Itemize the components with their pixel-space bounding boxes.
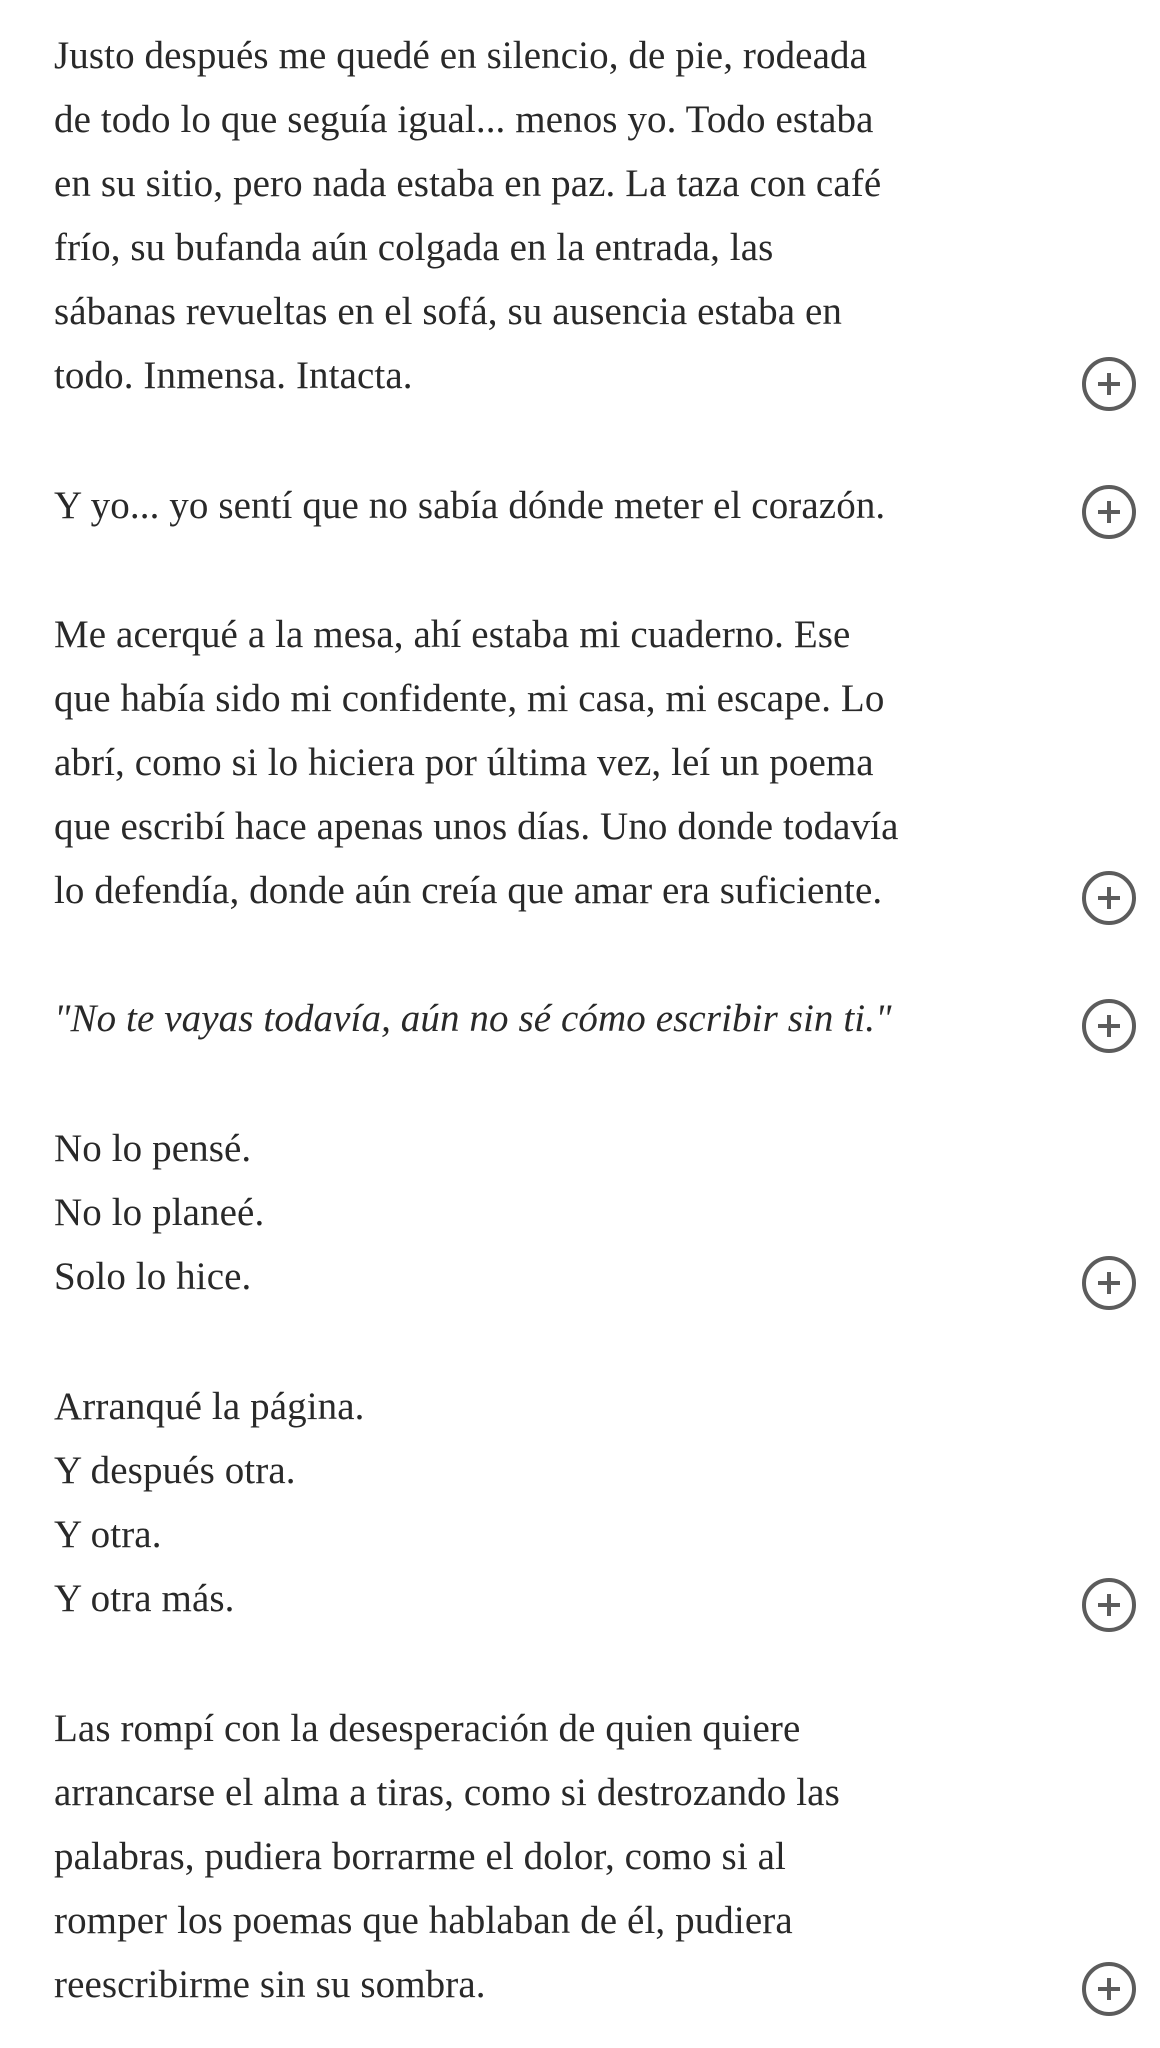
paragraph-line: Solo lo hice. bbox=[54, 1255, 252, 1298]
add-response-button[interactable] bbox=[1082, 871, 1136, 925]
plus-circle-icon bbox=[1086, 1260, 1132, 1306]
paragraph-3 bbox=[54, 603, 1094, 923]
paragraph-line: que había sido mi confidente, mi casa, mi escape. Lo bbox=[54, 677, 885, 720]
quote-paragraph bbox=[54, 987, 1094, 1051]
add-response-button[interactable] bbox=[1082, 357, 1136, 411]
paragraph-2 bbox=[54, 474, 1094, 538]
paragraph-line: Y yo... yo sentí que no sabía dónde meter el corazón. bbox=[54, 484, 886, 527]
paragraph-line: romper los poemas que hablaban de él, pudiera bbox=[54, 1899, 793, 1942]
add-response-button[interactable] bbox=[1082, 485, 1136, 539]
plus-circle-icon bbox=[1086, 361, 1132, 407]
add-response-button[interactable] bbox=[1082, 999, 1136, 1053]
paragraph-line: No lo planeé. bbox=[54, 1191, 265, 1234]
paragraph-line: palabras, pudiera borrarme el dolor, como si al bbox=[54, 1835, 786, 1878]
plus-circle-icon bbox=[1086, 1003, 1132, 1049]
paragraph-line: todo. Inmensa. Intacta. bbox=[54, 354, 413, 397]
paragraph-line: Y otra más. bbox=[54, 1577, 235, 1620]
paragraph-line: sábanas revueltas en el sofá, su ausencia estaba en bbox=[54, 290, 843, 333]
paragraph-7 bbox=[54, 1697, 1094, 2017]
plus-circle-icon bbox=[1086, 489, 1132, 535]
paragraph-line: Justo después me quedé en silencio, de pie, rodeada bbox=[54, 34, 868, 77]
paragraph-line: arrancarse el alma a tiras, como si destrozando las bbox=[54, 1771, 840, 1814]
paragraph-line: frío, su bufanda aún colgada en la entrada, las bbox=[54, 226, 774, 269]
paragraph-line: Me acerqué a la mesa, ahí estaba mi cuaderno. Ese bbox=[54, 613, 851, 656]
paragraph-line: en su sitio, pero nada estaba en paz. La taza con café bbox=[54, 162, 882, 205]
paragraph-line: "No te vayas todavía, aún no sé cómo escribir sin ti." bbox=[54, 997, 892, 1040]
plus-circle-icon bbox=[1086, 875, 1132, 921]
add-response-button[interactable] bbox=[1082, 1578, 1136, 1632]
paragraph-line: Y otra. bbox=[54, 1513, 162, 1556]
plus-circle-icon bbox=[1086, 1966, 1132, 2012]
paragraph-line: lo defendía, donde aún creía que amar era suficiente. bbox=[54, 869, 883, 912]
paragraph-line: de todo lo que seguía igual... menos yo. Todo estaba bbox=[54, 98, 874, 141]
paragraph-line: No lo pensé. bbox=[54, 1127, 252, 1170]
paragraph-line: Arranqué la página. bbox=[54, 1385, 365, 1428]
plus-circle-icon bbox=[1086, 1582, 1132, 1628]
paragraph-line: abrí, como si lo hiciera por última vez, leí un poema bbox=[54, 741, 874, 784]
paragraph-1 bbox=[54, 24, 1094, 408]
add-response-button[interactable] bbox=[1082, 1256, 1136, 1310]
add-response-button[interactable] bbox=[1082, 1962, 1136, 2016]
paragraph-5 bbox=[54, 1117, 1094, 1309]
paragraph-6 bbox=[54, 1375, 1094, 1631]
paragraph-line: Las rompí con la desesperación de quien quiere bbox=[54, 1707, 801, 1750]
paragraph-line: Y después otra. bbox=[54, 1449, 296, 1492]
paragraph-line: reescribirme sin su sombra. bbox=[54, 1963, 486, 2006]
paragraph-line: que escribí hace apenas unos días. Uno donde todavía bbox=[54, 805, 899, 848]
